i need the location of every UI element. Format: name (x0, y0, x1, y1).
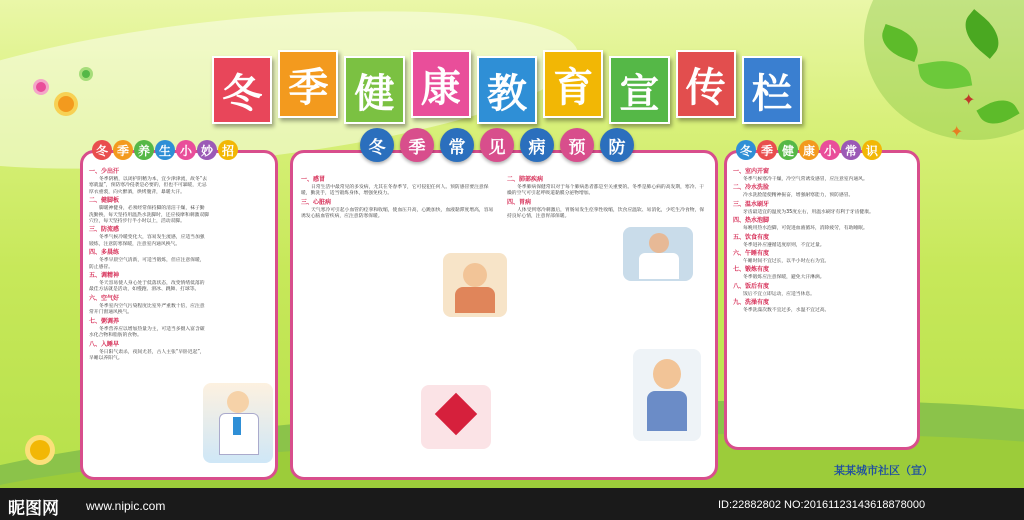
section-heading: 八、饭后有度 (733, 282, 770, 290)
section-heading: 九、洗澡有度 (733, 299, 770, 307)
header-char: 养 (134, 140, 154, 160)
header-char: 常 (841, 140, 861, 160)
section-heading: 四、多晨练 (89, 249, 120, 257)
flower-decoration (36, 82, 46, 92)
title-char-tile: 育 (543, 50, 603, 118)
flower-decoration (58, 96, 74, 112)
header-char: 生 (155, 140, 175, 160)
disease-prevention-panel (290, 150, 718, 480)
heart-illustration (421, 385, 491, 449)
section-heading: 三、防流感 (89, 226, 120, 234)
title-char-tile: 栏 (742, 56, 802, 124)
header-char: 常 (440, 128, 474, 162)
section-text: 冬季室内空气污染程度比室外严重数十倍，应注意常开门窗通风换气。 (89, 303, 205, 316)
section-text: 冬季洗澡次数不宜过多，水温不宜过高。 (743, 308, 830, 314)
section-heading: 一、室内开窗 (733, 168, 770, 175)
section-text: 每晚用热水泡脚，可促进血液循环，消除疲劳，有助睡眠。 (743, 226, 868, 232)
section-heading: 五、调精神 (89, 272, 120, 280)
section-text: 冬季气候寒冷干燥，冷空气常诱发感冒，应注意室内通风。 (743, 177, 868, 182)
section-heading: 二、肺部疾病 (507, 176, 544, 183)
header-char: 病 (520, 128, 554, 162)
patient-illustration (443, 253, 507, 317)
header-char: 见 (480, 128, 514, 162)
health-knowledge-panel (724, 150, 920, 450)
header-char: 小 (820, 140, 840, 160)
header-char: 招 (218, 140, 238, 160)
section-text: 冬季进补应遵循适度原则，不宜过量。 (743, 242, 825, 248)
section-text: 牙齿最适宜的温度为35度左右，用温水刷牙有利于牙齿健康。 (743, 209, 874, 215)
title-char-tile: 宣 (609, 56, 669, 124)
section-heading: 一、感冒 (301, 176, 326, 183)
doctor-patient-photo (623, 227, 693, 281)
section-text: 冬季锻炼应注意保暖，避免大汗淋漓。 (743, 275, 825, 281)
title-char-tile: 季 (278, 50, 338, 118)
section-heading: 一、少出汗 (89, 168, 120, 175)
section-heading: 七、锻炼有度 (733, 266, 770, 274)
section-heading: 八、入睡早 (89, 340, 120, 348)
title-char-tile: 康 (411, 50, 471, 118)
tips-panel (80, 150, 278, 480)
header-char: 冬 (736, 140, 756, 160)
section-text: 天气寒冷可引起小血管的痉挛和收缩，使血压升高，心跳加快，血液黏滞度增高，容易诱发心脑血管疾病，应注意防寒保暖。 (301, 207, 494, 220)
section-text: 冬季营养应以增加热量为主，可适当多摄入富含碳水化合物和脂肪的食物。 (89, 326, 205, 339)
tips-list (89, 167, 209, 467)
disease-prevention-header (360, 128, 634, 162)
header-char: 健 (778, 140, 798, 160)
doctor-illustration (203, 383, 273, 463)
section-text: 冬季早晨空气清新，可适当锻炼，但应注意保暖，防止感冒。 (89, 258, 205, 270)
watermark-logo: 昵图网 (8, 499, 59, 519)
section-text: 冬天容易使人身心处于低落状态，改变情绪低落的最佳方法就是活动，如慢跑、滑冰、跳舞、打球等。 (89, 281, 205, 293)
section-heading: 四、热水泡脚 (733, 217, 770, 225)
old-man-illustration (633, 349, 701, 441)
section-text: 脚暖神健身，必须经常保持脚的清洁干燥，袜子勤洗勤换，每天坚持用温热水洗脚时，还应按摩和刺激双脚穴位，每天坚持步行半小时以上，活动双脚。 (89, 206, 209, 225)
header-char: 小 (176, 140, 196, 160)
header-char: 冬 (92, 140, 112, 160)
section-heading: 六、空气好 (89, 294, 120, 302)
title-char-tile: 健 (344, 56, 404, 124)
section-heading: 二、健脚板 (89, 197, 120, 205)
title-char-tile: 传 (676, 50, 736, 118)
flower-decoration (30, 440, 50, 460)
board-title (212, 50, 802, 120)
section-heading: 六、午睡有度 (733, 250, 770, 258)
section-text: 冬季肺病保健常识对于每个肺病患者都是至关重要的。冬季是肺心病的高发期，寒冷、干燥的空气可引起呼吸道黏膜分泌物增加。 (507, 185, 705, 197)
section-heading: 三、温水刷牙 (733, 200, 770, 208)
watermark-url: www.nipic.com (86, 499, 166, 513)
section-heading: 五、饮食有度 (733, 233, 770, 241)
section-heading: 二、冷水洗脸 (733, 184, 770, 192)
tips-panel-header (92, 140, 238, 160)
section-text: 人体受到寒冷刺激后，胃肠易发生痉挛性收缩，饮食应温软、易消化，少吃生冷食物，保持良好心情，注意胃部保暖。 (507, 207, 705, 220)
section-text: 饭后不宜立即运动，应适当休息。 (743, 291, 815, 297)
section-heading: 三、心脏病 (301, 198, 332, 206)
header-char: 季 (400, 128, 434, 162)
header-char: 季 (757, 140, 777, 160)
header-char: 防 (600, 128, 634, 162)
header-char: 季 (113, 140, 133, 160)
section-text: 午睡时间不宜过长，以半小时左右为宜。 (743, 259, 830, 265)
title-char-tile: 教 (477, 56, 537, 124)
header-char: 冬 (360, 128, 394, 162)
section-text: 冬季气候冷暖变化大，容易发生流感，应适当加强锻炼，注意防寒保暖，注意室内通风换气。 (89, 235, 205, 247)
butterfly-icon: ✦ (962, 90, 976, 109)
section-text: 日常生活中最常见的多发病，尤其在冬春季节，它可侵犯任何人。预防感冒要注意保暖，勤洗手，适当锻炼身体，增强免疫力。 (301, 185, 489, 197)
knowledge-list (733, 167, 913, 447)
header-char: 预 (560, 128, 594, 162)
flower-decoration (82, 70, 90, 78)
section-heading: 七、粥调养 (89, 317, 120, 325)
header-char: 康 (799, 140, 819, 160)
butterfly-icon: ✦ (950, 122, 964, 141)
watermark-id: ID:22882802 NO:20161123143618878000 (718, 499, 926, 511)
knowledge-panel-header (736, 140, 882, 160)
community-label: 某某城市社区（宣） (834, 464, 933, 477)
header-char: 识 (862, 140, 882, 160)
title-char-tile: 冬 (212, 56, 272, 124)
section-heading: 四、胃病 (507, 198, 532, 206)
header-char: 妙 (197, 140, 217, 160)
section-text: 冷水洗脸能使精神振奋，增强耐寒能力，预防感冒。 (743, 193, 854, 199)
section-text: 冬季阴精，以闭护阴精为本，宜少津津流，故冬“去寒就温”，预防寒冷侵袭是必要的，但也不可暴暖，尤忌厚衣重裘，向火醉酒，烘烤腹背，暴暖大汗。 (89, 177, 208, 195)
section-text: 冬日阳气肃杀，夜间尤甚，古人主张“早卧迟起”，早睡以养阳气。 (89, 349, 205, 361)
